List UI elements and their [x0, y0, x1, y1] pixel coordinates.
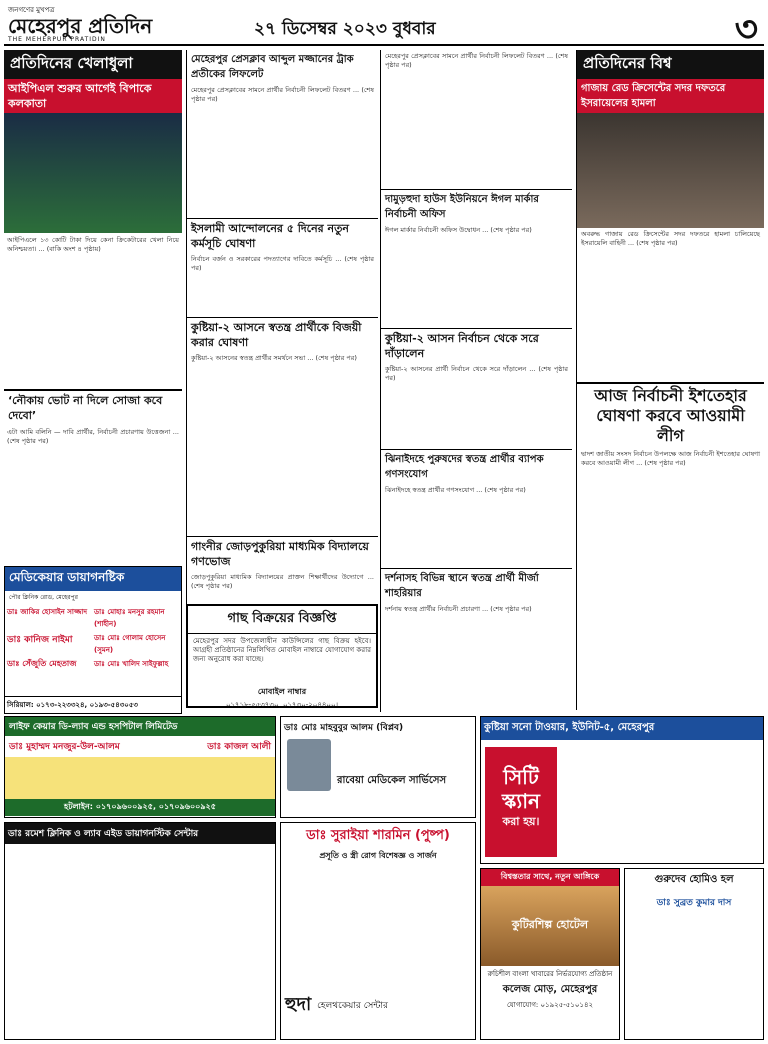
headline-press-club: মেহেরপুর প্রেসক্লাব আব্দুল মজ্জানের ট্রাক প্রতীকের লিফলেট	[191, 54, 354, 80]
ramesh-clinic-ad-title: ডাঃ রমেশ ক্লিনিক ও ল্যাব এইড ডায়াগনস্টিক সেন্টার	[5, 823, 275, 844]
sports-section-heading: প্রতিদিনের খেলাধুলা	[4, 50, 182, 79]
headline-eagle-office: দামুড়হুদা হাউস ইউনিয়নে ঈগল মার্কার নির্বাচনী অফিস	[381, 189, 572, 224]
masthead-tagline: জনগণের মুখপত্র	[8, 6, 55, 14]
headline-kushtia-candidate: কুষ্টিয়া-২ আসনে স্বতন্ত্র প্রার্থীকে বিজয়ী করার ঘোষণা	[187, 317, 378, 352]
lifecare-doctor-1: ডাঃ মুহাম্মদ মনজুর-উল-আলম	[9, 742, 120, 752]
huda-center-label: হেলথকেয়ার সেন্টার	[317, 1001, 388, 1011]
issue-date: ২৭ ডিসেম্বর ২০২৩ বুধবার	[254, 19, 436, 39]
eagle-office-story: ঈগল মার্কার নির্বাচনী অফিস উদ্বোধন ... (শেষ পৃষ্ঠার পর)	[385, 226, 532, 234]
school-feast-story: জোড়পুকুরিয়া মাধ্যমিক বিদ্যালয়ের প্রাক্তন শিক্ষার্থীদের উদ্যোগে ... (শেষ পৃষ্ঠার পর)	[191, 573, 374, 590]
sono-tower-ad-title: কুষ্টিয়া সনো টাওয়ার, ইউনিট-৫, মেহেরপুর	[481, 717, 763, 740]
tree-sale-notice-body: মেহেরপুর সদর উপজেলাধীন কাউন্সিলের গাছ বিক্রয় হইবে। আগ্রহী প্রতিষ্ঠানের নিম্নলিখিত মোবাইল নাম্বারে যোগাযোগ করার জন্য অনুরোধ করা যাচ্ছে।	[193, 637, 371, 663]
lifecare-doctor-2: ডাঃ কাজল আলী	[207, 742, 271, 752]
masthead-name-en: THE MEHERPUR PRATIDIN	[8, 36, 106, 43]
medicare-ad-title: মেডিকেয়ার ডায়াগনষ্টিক	[5, 567, 181, 591]
rabeya-clinic-name: রাবেয়া মেডিকেল সার্ভিসেস	[337, 775, 447, 786]
masthead-name: মেহেরপুর প্রতিদিন	[8, 14, 153, 38]
press-club-story: মেহেরপুর প্রেসক্লাবের সামনে প্রার্থীর নির্বাচনী লিফলেট বিতরণ ... (শেষ পৃষ্ঠার পর)	[191, 86, 374, 103]
doctor-name: ডাঃ মোঃ খালিদ সাইফুল্লাহ	[94, 660, 169, 668]
headline-kushtia-withdraw: কুষ্টিয়া-২ আসন নির্বাচন থেকে সরে দাঁড়ালেন	[381, 328, 572, 363]
headline-islami-andolon: ইসলামী আন্দোলনের ৫ দিনের নতুন কর্মসূচি ঘোষণা	[187, 218, 378, 253]
kushtia-withdraw-story: কুষ্টিয়া-২ আসনের প্রার্থী নির্বাচন থেকে সরে দাঁড়ালেন ... (শেষ পৃষ্ঠার পর)	[385, 365, 568, 382]
tree-sale-notice-phone: ০১৭১৮-৫৫৩৭৩০, ০১৭৩০-২০৪৪০০।	[225, 701, 339, 709]
medicare-ad-phone: সিরিয়াল: ০১৭৩-২২৩৩২৪, ০১৯৩-৫৪৩০৫৩	[5, 696, 181, 713]
world-section-heading: প্রতিদিনের বিশ্ব	[577, 50, 764, 79]
doctor-name: ডাঃ জাকির হোসাইন সাজ্জাদ	[7, 608, 87, 616]
lifecare-ad-details	[5, 757, 275, 799]
homeo-doctor-name: ডাঃ সুব্রত কুমার দাস	[656, 898, 732, 908]
ramesh-clinic-ad	[4, 822, 276, 1040]
hotel-ad	[480, 868, 620, 1040]
hotel-phone: যোগাযোগ: ০১৯২৫-৫১০১৪২	[506, 1001, 594, 1009]
tree-sale-notice-phone-label: মোবাইল নাম্বার	[257, 687, 307, 696]
hotel-ad-banner: বিশ্বস্ততার সাথে, নতুন আঙ্গিকে	[481, 869, 619, 886]
ipl-story: আইপিএলে ১৩ কোটি টাকা দিয়ে কেনা ক্রিকেটারের খেলা নিয়ে অনিশ্চয়তা। ... (বাকি অংশ ৪ পৃষ্ঠায়)	[7, 236, 179, 253]
awami-manifesto-story: দ্বাদশ জাতীয় সংসদ নির্বাচন উপলক্ষে আজ নির্বাচনী ইশতেহার ঘোষণা করবে আওয়ামী লীগ ... (শেষ পৃষ্ঠার পর)	[581, 450, 760, 467]
headline-jhenaidah: ঝিনাইদহে পুরুষদের স্বতন্ত্র প্রার্থীর ব্যাপক গণসংযোগ	[381, 449, 572, 484]
ct-scan-promo-sub: করা হয়।	[502, 815, 540, 828]
trophy-photo	[4, 113, 182, 233]
world-column	[576, 50, 764, 710]
homeo-hall-ad	[624, 868, 764, 1040]
huda-doctor-name: ডাঃ সুরাইয়া শারমিন (পুষ্প)	[306, 828, 450, 843]
sports-column	[4, 50, 182, 570]
lifecare-ad-phone: হটলাইন: ০১৭০৯৬০০৯২৫, ০১৭০৯৬০০৯২৫	[5, 799, 275, 816]
page-number: ৩	[734, 9, 758, 50]
lifecare-ad-title: লাইফ কেয়ার ডি-ল্যাব এন্ড হসপিটাল লিমিটেড	[5, 717, 275, 736]
doctor-portrait	[287, 739, 331, 791]
sono-tower-ad	[480, 716, 764, 864]
tree-sale-notice	[186, 604, 378, 708]
rabeya-doctor-name: ডাঃ মোঃ মাহবুবুর আলম (বিপ্লব)	[284, 723, 404, 733]
brand	[8, 4, 188, 44]
islami-andolon-story: নির্বাচন বর্জন ও সরকারের পদত্যাগের দাবিতে কর্মসূচি ... (শেষ পৃষ্ঠার পর)	[191, 255, 374, 272]
huda-brand: হুদা	[285, 994, 312, 1015]
hotel-caption: রুচিশীল বাংলা খাবারের নির্ভরযোগ্য প্রতিষ্ঠান	[487, 970, 613, 978]
jhenaidah-story: ঝিনাইদহে স্বতন্ত্র প্রার্থীর গণসংযোগ ... (শেষ পৃষ্ঠার পর)	[385, 486, 526, 494]
news-column-b	[380, 50, 572, 712]
darshana-story: দর্শনায় স্বতন্ত্র প্রার্থীর নির্বাচনী প্রচারণা ... (শেষ পৃষ্ঠার পর)	[385, 605, 532, 613]
tree-sale-notice-title: গাছ বিক্রয়ের বিজ্ঞপ্তি	[188, 606, 376, 634]
headline-darshana: দর্শনাসহ বিভিন্ন স্থানে স্বতন্ত্র প্রার্থী মীর্জা শাহরিয়ার	[381, 568, 572, 603]
doctor-name: ডাঃ সেঁজুতি মেহতাজ	[7, 659, 77, 668]
ct-scan-promo: সিটি স্ক্যান	[502, 765, 540, 813]
huda-healthcare-ad	[280, 822, 476, 1040]
medicare-ad	[4, 566, 182, 714]
homeo-hall-title: গুরুদেব হোমিও হল	[654, 874, 734, 885]
huda-doctor-speciality: প্রসূতি ও স্ত্রী রোগ বিশেষজ্ঞ ও সার্জন	[319, 851, 437, 860]
rabeya-medical-ad	[280, 716, 476, 818]
hotel-storefront-photo: কুটিরশিল্প হোটেল	[481, 886, 619, 966]
headline-ipl: আইপিএল শুরুর আগেই বিপাকে কলকাতা	[4, 79, 182, 113]
hotel-address: কলেজ মোড়, মেহেরপুর	[502, 984, 598, 995]
headline-awami-manifesto: আজ নির্বাচনী ইশতেহার ঘোষণা করবে আওয়ামী লীগ	[577, 382, 764, 448]
medicare-ad-address: পৌর ক্লিনিক রোড, মেহেরপুর	[9, 594, 78, 601]
kushtia-candidate-story: কুষ্টিয়া-২ আসনের স্বতন্ত্র প্রার্থীর সমর্থনে সভা ... (শেষ পৃষ্ঠার পর)	[191, 354, 357, 362]
masthead	[4, 4, 764, 50]
gaza-story: অবরুদ্ধ গাজায় রেড ক্রিসেন্টের সদর দফতরে হামলা চালিয়েছে ইসরায়েলি বাহিনী ... (শেষ পৃষ্ঠার পর)	[581, 230, 760, 247]
doctor-name: ডাঃ মোহাঃ মনসুর রহমান (শাহীন)	[94, 608, 165, 628]
lifecare-ad	[4, 716, 276, 818]
doctor-name: ডাঃ কানিজ নাইমা	[7, 635, 73, 645]
boat-vote-story: এটা আমি বলিনি — দাবি প্রার্থীর, নির্বাচনী প্রচারণায় উত্তেজনা ... (শেষ পৃষ্ঠার পর)	[7, 428, 179, 445]
headline-school-feast: গাংনীর জোড়পুকুরিয়া মাধ্যমিক বিদ্যালয়ে গণভোজ	[187, 536, 378, 571]
doctor-name: ডাঃ মোঃ গোলাম হোসেন (সুমন)	[94, 634, 166, 654]
headline-boat-vote: ‘নৌকায় ভোট না দিলে সোজা কবে দেবো’	[4, 389, 182, 425]
continued-story: মেহেরপুর প্রেসক্লাবের সামনে প্রার্থীর নির্বাচনী লিফলেট বিতরণ ... (শেষ পৃষ্ঠার পর)	[385, 52, 568, 69]
headline-gaza: গাজায় রেড ক্রিসেন্টের সদর দফতরে ইসরায়েলের হামলা	[577, 79, 764, 113]
gaza-photo	[577, 113, 764, 228]
news-column-a	[186, 50, 378, 605]
